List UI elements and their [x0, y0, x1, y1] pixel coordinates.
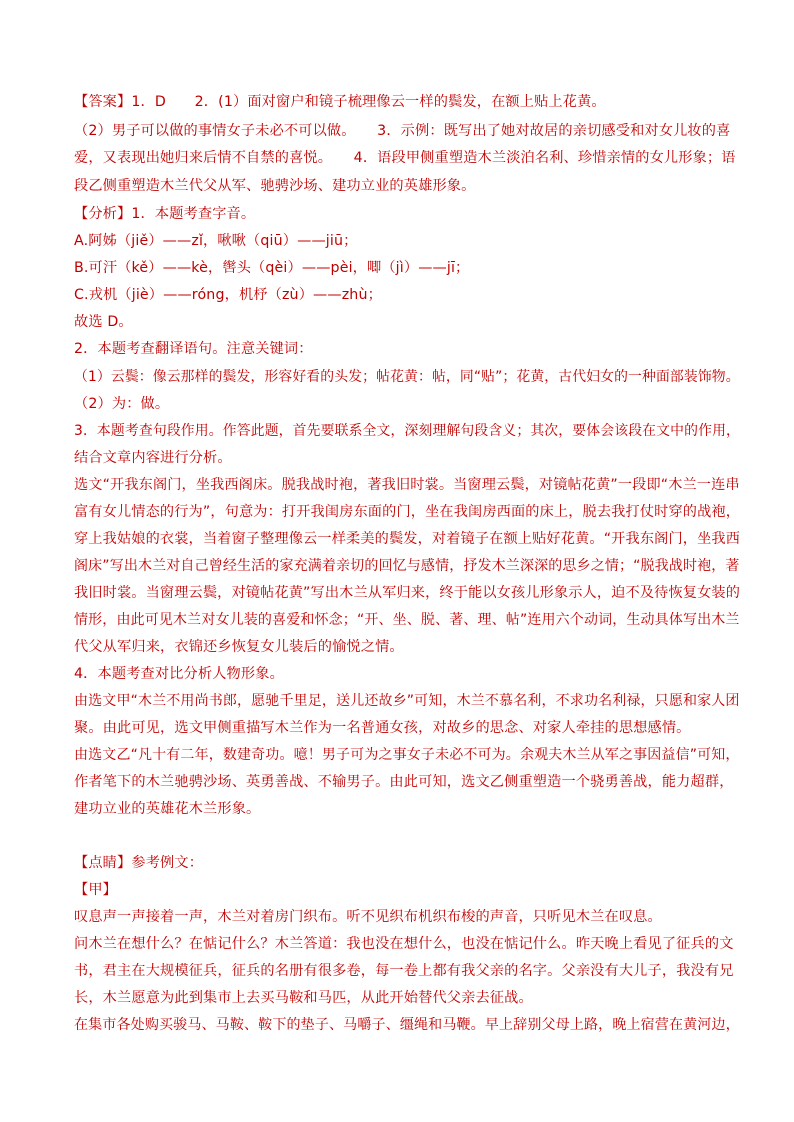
answer-line-3: 爱，又表现出她归来后情不自禁的喜悦。 4．语段甲侧重塑造木兰淡泊名利、珍惜亲情的女儿形象；语 [74, 150, 736, 166]
comment-line: 书，君主在大规模征兵，征兵的名册有很多卷，每一卷上都有我父亲的名字。父亲没有大儿子，我没有兄 [74, 963, 734, 979]
analysis-line: 由选文甲“木兰不用尚书郎，愿驰千里足，送儿还故乡”可知，木兰不慕名利，不求功名利禄，只愿和家人团 [74, 693, 740, 709]
analysis-line: 阁床”写出木兰对自己曾经生活的家充满着亲切的回忆与感情，抒发木兰深深的思乡之情；“脱我战时袍，著 [74, 558, 740, 574]
analysis-line: 代父从军归来，衣锦还乡恢复女儿装后的愉悦之情。 [74, 639, 404, 655]
analysis-line: 选文“开我东阁门，坐我西阁床。脱我战时袍，著我旧时裳。当窗理云鬓，对镜帖花黄”一段即“木兰一连串 [74, 477, 740, 493]
analysis-line: 我旧时裳。当窗理云鬓，对镜帖花黄”写出木兰从军归来，终于能以女孩儿形象示人，迫不及待恢复女装的 [74, 585, 741, 601]
comment-header: 【点睛】参考例文： [74, 855, 204, 871]
analysis-line: （1）云鬓：像云那样的鬓发，形容好看的头发；帖花黄：帖，同“贴”；花黄，古代妇女的一种面部装饰物。 [74, 369, 740, 385]
analysis-line: 4．本题考查对比分析人物形象。 [74, 666, 284, 682]
analysis-line: （2）为：做。 [74, 396, 170, 412]
analysis-line: 由选文乙“凡十有二年，数建奇功。噫！男子可为之事女子未必不可为。余观夫木兰从军之事因益信”可知， [74, 747, 740, 763]
analysis-line: 3．本题考查句段作用。作答此题，首先要联系全文，深刻理解句段含义；其次，要体会该段在文中的作用， [74, 423, 741, 439]
analysis-line: A.阿姊（jiě）——zǐ，啾啾（qiū）——jiū； [74, 233, 358, 249]
comment-section-label: 【甲】 [74, 882, 118, 898]
analysis-line: 2．本题考查翻译语句。注意关键词： [74, 341, 313, 357]
comment-line: 问木兰在想什么？在惦记什么？木兰答道：我也没在想什么，也没在惦记什么。昨天晚上看见了征兵的文 [74, 936, 734, 952]
answer-line-4: 段乙侧重塑造木兰代父从军、驰骋沙场、建功立业的英雄形象。 [74, 178, 476, 194]
comment-line: 在集市各处购买骏马、马鞍、鞍下的垫子、马嚼子、缰绳和马鞭。早上辞别父母上路，晚上宿营在黄河边， [74, 1017, 740, 1033]
analysis-line: 【分析】1．本题考查字音。 [74, 206, 256, 222]
analysis-line: 作者笔下的木兰驰骋沙场、英勇善战、不输男子。由此可知，选文乙侧重塑造一个骁勇善战，能力超群， [74, 774, 734, 790]
answer-line-2: （2）男子可以做的事情女子未必不可以做。 3．示例：既写出了她对故居的亲切感受和对女儿妆的喜 [74, 123, 731, 139]
analysis-line: C.戎机（jiè）——róng，机杼（zù）——zhù； [74, 287, 382, 303]
analysis-line: 富有女儿情态的行为”，句意为：打开我闺房东面的门，坐在我闺房西面的床上，脱去我打仗时穿的战袍， [74, 504, 741, 520]
analysis-line: B.可汗（kě）——kè，辔头（qèi）——pèi，唧（jì）——jī； [74, 260, 470, 276]
comment-line: 长，木兰愿意为此到集市上去买马鞍和马匹，从此开始替代父亲去征战。 [74, 990, 533, 1006]
answer-line-1: 【答案】1．D 2．(1）面对窗户和镜子梳理像云一样的鬓发，在额上贴上花黄。 [74, 94, 606, 110]
analysis-line: 结合文章内容进行分析。 [74, 450, 232, 466]
analysis-line: 聚。由此可见，选文甲侧重描写木兰作为一名普通女孩，对故乡的思念、对家人牵挂的思想感情。 [74, 720, 691, 736]
analysis-line: 穿上我姑娘的衣裳，当着窗子整理像云一样柔美的鬓发，对着镜子在额上贴好花黄。“开我东阁门，坐我西 [74, 531, 741, 547]
analysis-line: 建功立业的英雄花木兰形象。 [74, 801, 261, 817]
analysis-line: 故选 D。 [74, 314, 133, 330]
comment-line: 叹息声一声接着一声，木兰对着房门织布。听不见织布机织布梭的声音，只听见木兰在叹息。 [74, 909, 662, 925]
analysis-line: 情形，由此可见木兰对女儿装的喜爱和怀念；“开、坐、脱、著、理、帖”连用六个动词，生动具体写出木兰 [74, 612, 740, 628]
